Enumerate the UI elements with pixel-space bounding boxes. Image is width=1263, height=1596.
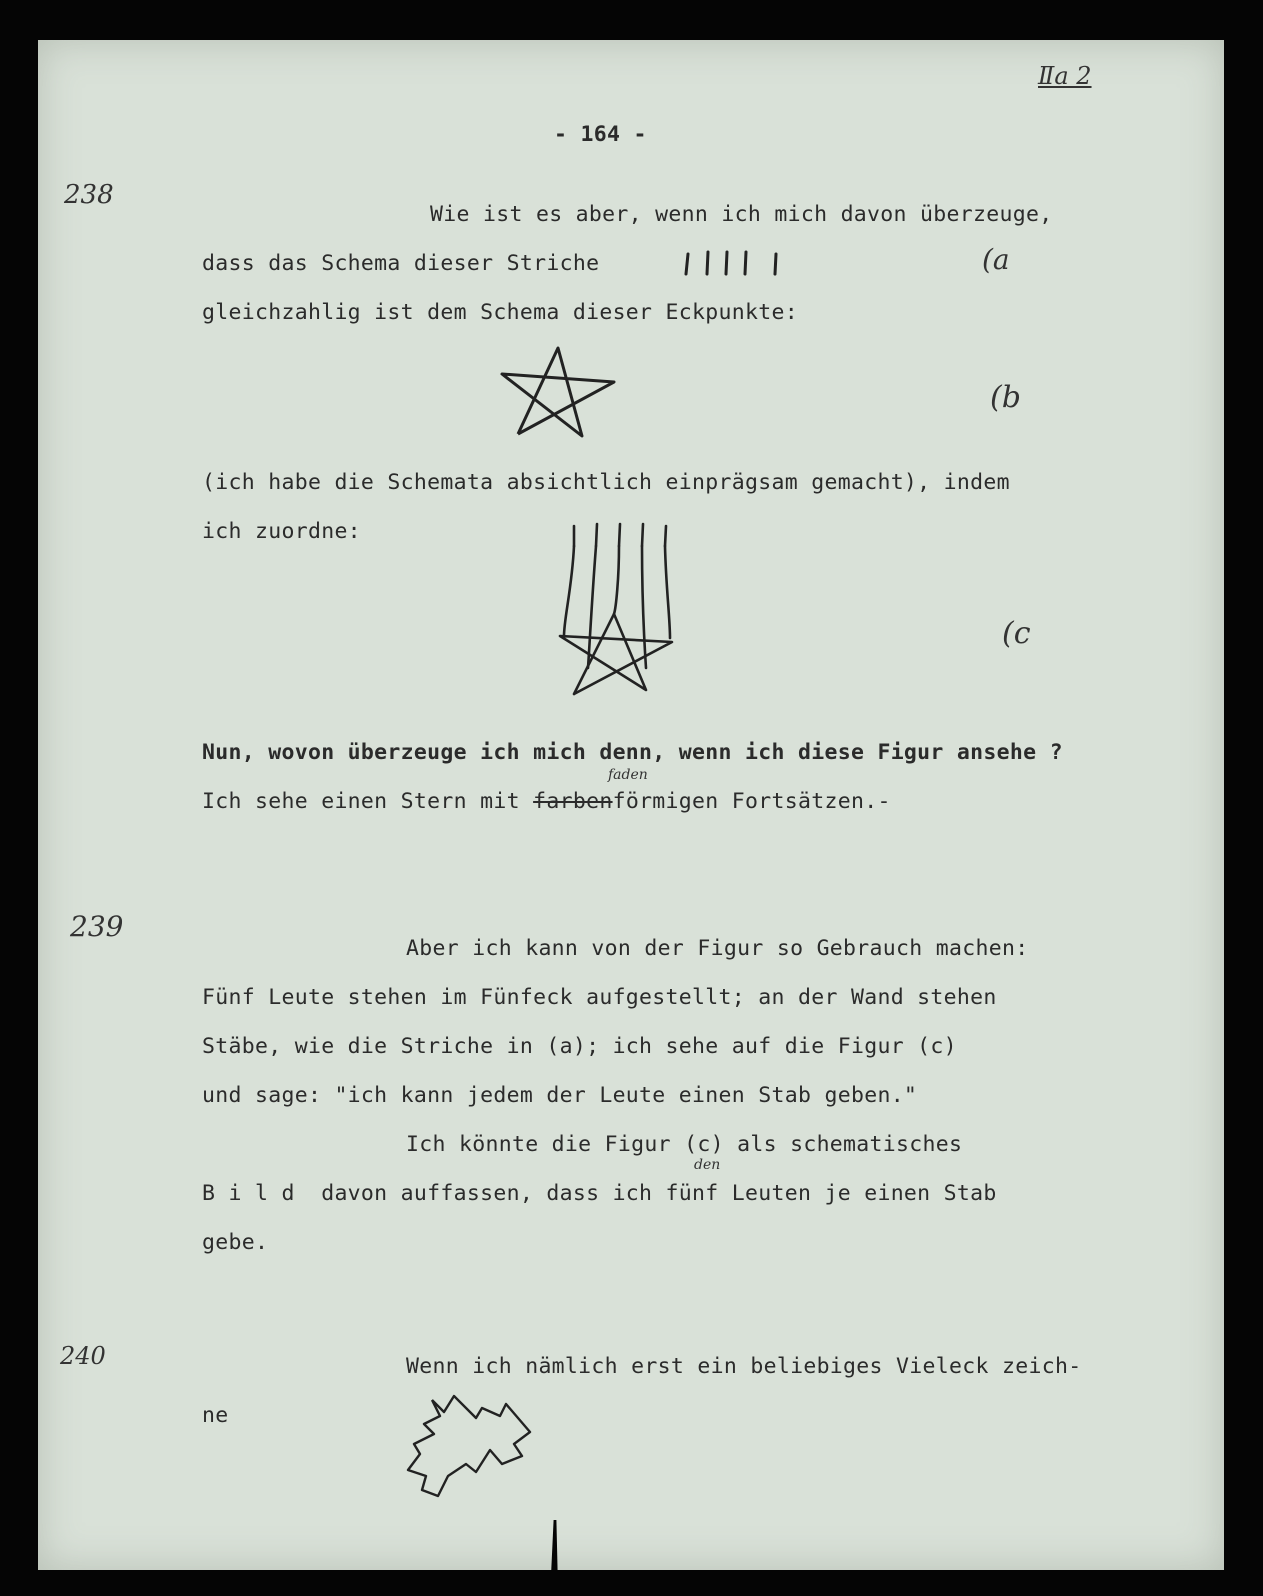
r238-line-2: dass das Schema dieser Striche	[202, 251, 600, 276]
r238-line-7b: förmigen Fortsätzen.-	[612, 789, 891, 814]
r240-line-2: ne	[202, 1403, 229, 1428]
star-with-strokes-figure-c	[554, 518, 684, 702]
r239-line-3: Stäbe, wie die Striche in (a); ich sehe auf die Figur (c)	[202, 1034, 957, 1059]
insertion-den: den	[694, 1157, 721, 1173]
r238-line-3: gleichzahlig ist dem Schema dieser Eckpunkte:	[202, 300, 798, 325]
star-figure-b	[502, 344, 618, 440]
r239-line-7: gebe.	[202, 1230, 269, 1255]
r238-line-7	[202, 789, 891, 814]
r239-line-2: Fünf Leute stehen im Fünfeck aufgestellt; an der Wand stehen	[202, 985, 997, 1010]
r238-line-6: Nun, wovon überzeuge ich mich denn, wenn ich diese Figur ansehe ?	[202, 740, 1063, 765]
label-b: (b	[990, 380, 1021, 415]
r238-line-5: ich zuordne:	[202, 519, 361, 544]
r239-line-5: Ich könnte die Figur (c) als schematisches	[406, 1132, 963, 1157]
strokes-figure-a	[678, 246, 788, 282]
remark-number-239: 239	[70, 910, 124, 943]
insertion-faden: faden	[608, 767, 648, 783]
r238-line-1: Wie ist es aber, wenn ich mich davon überzeuge,	[430, 202, 1053, 227]
label-a: (a	[982, 243, 1010, 276]
r239-line-4: und sage: "ich kann jedem der Leute einen Stab geben."	[202, 1083, 918, 1108]
remark-number-238: 238	[64, 180, 114, 210]
r238-line-7a: Ich sehe einen Stern mit	[202, 789, 534, 814]
arbitrary-polygon-figure	[406, 1392, 536, 1500]
remark-number-240: 240	[60, 1342, 106, 1370]
r239-line-1: Aber ich kann von der Figur so Gebrauch machen:	[406, 936, 1029, 961]
r239-line-6: B i l d davon auffassen, dass ich fünf Leuten je einen Stab	[202, 1181, 997, 1206]
r240-line-1: Wenn ich nämlich erst ein beliebiges Vieleck zeich-	[406, 1354, 1082, 1379]
paper-tear	[548, 1520, 562, 1570]
archive-mark: Ⅱa 2	[1038, 62, 1092, 90]
r238-line-4: (ich habe die Schemata absichtlich einprägsam gemacht), indem	[202, 470, 1010, 495]
r238-struck-word: farben	[533, 789, 613, 814]
page-number: - 164 -	[554, 122, 647, 147]
label-c: (c	[1002, 616, 1031, 651]
typescript-page	[38, 40, 1224, 1570]
